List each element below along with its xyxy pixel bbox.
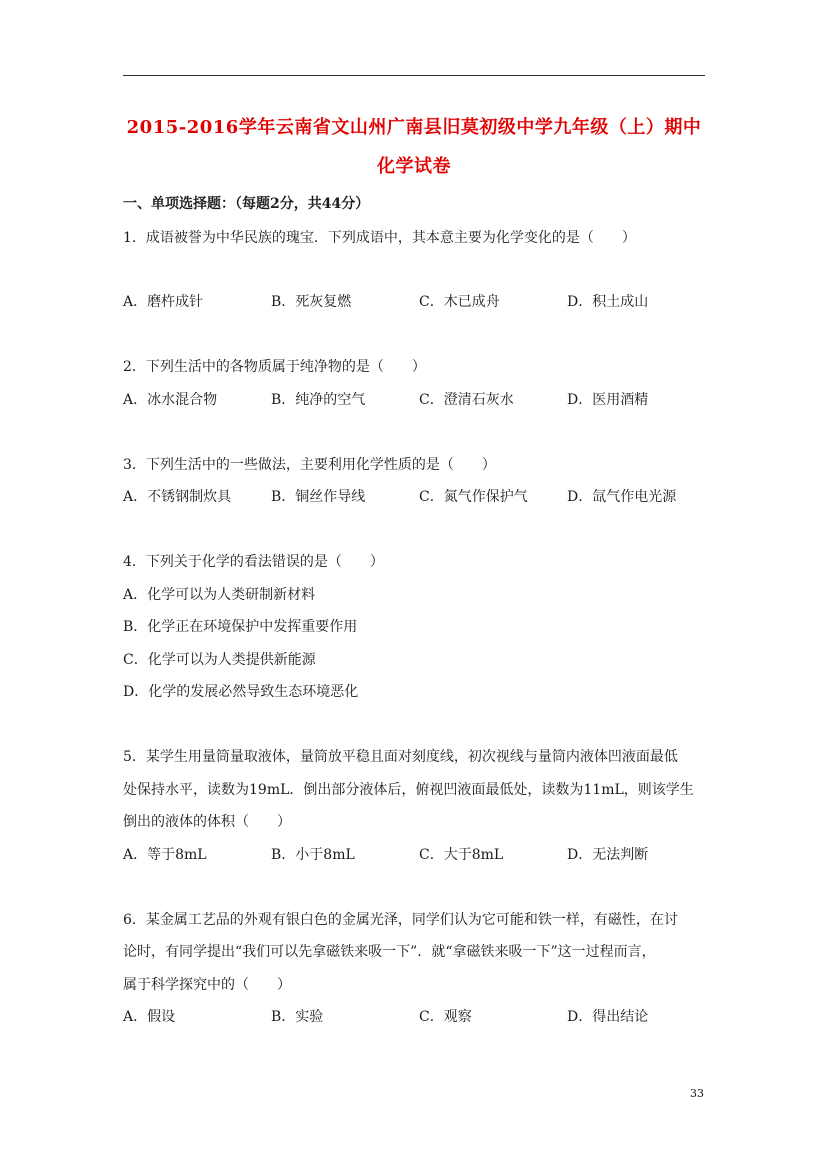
q2-option-c: C．澄清石灰水 — [419, 392, 514, 408]
q6-option-c: C．观察 — [419, 1009, 472, 1025]
q5-options — [123, 844, 723, 864]
q5-option-d: D．无法判断 — [567, 847, 649, 863]
q4-stem: 4．下列关于化学的看法错误的是（ ） — [123, 554, 384, 570]
q2-stem: 2．下列生活中的各物质属于纯净物的是（ ） — [123, 359, 426, 375]
q3-option-b: B．铜丝作导线 — [271, 489, 366, 505]
q6-stem-line1: 6．某金属工艺品的外观有银白色的金属光泽，同学们认为它可能和铁一样，有磁性，在讨 — [123, 912, 678, 928]
exam-title-line1: 2015-2016学年云南省文山州广南县旧莫初级中学九年级（上）期中 — [126, 117, 702, 138]
q1-option-a: A．磨杵成针 — [123, 294, 204, 310]
q1-option-c: C．木已成舟 — [419, 294, 500, 310]
q6-stem-line2: 论时，有同学提出“我们可以先拿磁铁来吸一下”．就“拿磁铁来吸一下”这一过程而言， — [123, 944, 656, 960]
q5-stem-line2: 处保持水平，读数为19mL．倒出部分液体后，俯视凹液面最低处，读数为11mL，则该学生 — [123, 782, 694, 798]
q5-option-b: B．小于8mL — [271, 847, 355, 863]
q3-option-c: C．氮气作保护气 — [419, 489, 528, 505]
q5-option-a: A．等于8mL — [123, 847, 207, 863]
q4-option-a: A．化学可以为人类研制新材料 — [123, 587, 316, 603]
q1-options — [123, 291, 723, 311]
q5-stem-line1: 5．某学生用量筒量取液体，量筒放平稳且面对刻度线，初次视线与量筒内液体凹液面最低 — [123, 749, 678, 765]
q3-stem: 3．下列生活中的一些做法，主要利用化学性质的是（ ） — [123, 457, 496, 473]
q6-option-b: B．实验 — [271, 1009, 324, 1025]
q1-option-b: B．死灰复燃 — [271, 294, 352, 310]
q6-option-d: D．得出结论 — [567, 1009, 649, 1025]
q6-stem-line3: 属于科学探究中的（ ） — [123, 977, 291, 993]
header-rule — [123, 75, 705, 76]
exam-title-line2: 化学试卷 — [377, 156, 451, 177]
q2-option-a: A．冰水混合物 — [123, 392, 218, 408]
q6-option-a: A．假设 — [123, 1009, 176, 1025]
q3-option-d: D．氙气作电光源 — [567, 489, 677, 505]
q1-stem: 1．成语被誉为中华民族的瑰宝．下列成语中，其本意主要为化学变化的是（ ） — [123, 230, 636, 246]
q5-stem-line3: 倒出的液体的体积（ ） — [123, 814, 291, 830]
q3-options — [123, 486, 723, 506]
q1-option-d: D．积土成山 — [567, 294, 649, 310]
q2-option-b: B．纯净的空气 — [271, 392, 366, 408]
q5-option-c: C．大于8mL — [419, 847, 504, 863]
q2-option-d: D．医用酒精 — [567, 392, 649, 408]
q4-option-b: B．化学正在环境保护中发挥重要作用 — [123, 619, 358, 635]
section-heading: 一、单项选择题：（每题2分，共44分） — [123, 196, 370, 212]
q6-options — [123, 1006, 723, 1026]
q3-option-a: A．不锈钢制炊具 — [123, 489, 232, 505]
q4-option-c: C．化学可以为人类提供新能源 — [123, 652, 316, 668]
q4-option-d: D．化学的发展必然导致生态环境恶化 — [123, 684, 359, 700]
page-number: 33 — [690, 1087, 704, 1100]
q2-options — [123, 389, 723, 409]
